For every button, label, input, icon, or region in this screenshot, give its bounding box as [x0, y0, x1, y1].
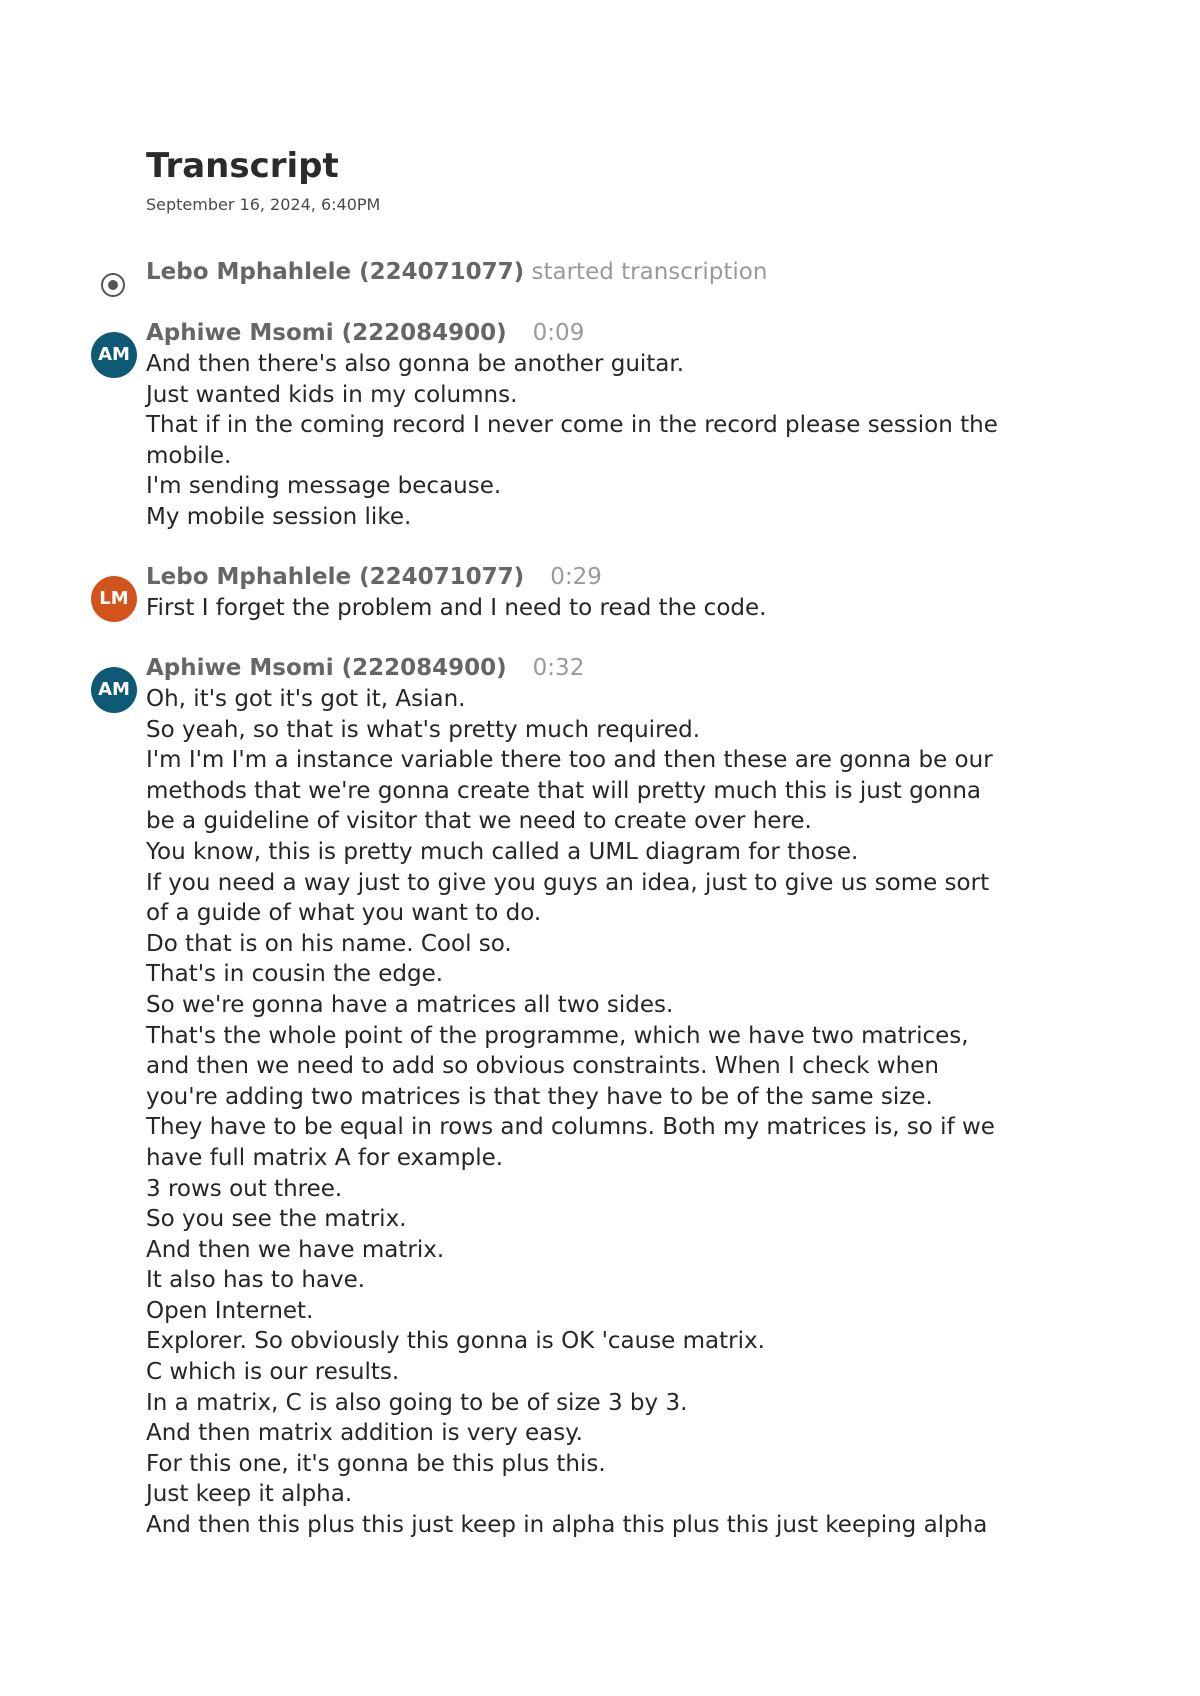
transcript-line: It also has to have.	[146, 1267, 366, 1294]
transcript-line: I'm sending message because.	[146, 473, 502, 500]
transcript-line: For this one, it's gonna be this plus this.	[146, 1450, 606, 1477]
speaker-name: Aphiwe Msomi (222084900)	[146, 320, 507, 346]
transcript-line: So we're gonna have a matrices all two sides.	[146, 991, 674, 1018]
transcript-line: And then there's also gonna be another guitar.	[146, 351, 685, 377]
avatar: LM	[91, 576, 137, 622]
transcript-line: have full matrix A for example.	[146, 1144, 504, 1171]
transcript-line: Oh, it's got it's got it, Asian.	[146, 686, 466, 712]
transcript-line: Open Internet.	[146, 1297, 314, 1324]
entry-lines	[146, 349, 1076, 533]
transcript-line: So you see the matrix.	[146, 1206, 407, 1233]
timestamp: 0:29	[550, 564, 602, 590]
transcript-line: And then we have matrix.	[146, 1236, 445, 1263]
transcript-line: methods that we're gonna create that will pretty much this is just gonna	[146, 777, 982, 804]
transcript-line: Explorer. So obviously this gonna is OK 'cause matrix.	[146, 1328, 765, 1355]
transcript-line: That's the whole point of the programme, which we have two matrices,	[146, 1022, 969, 1049]
transcript-line: And then matrix addition is very easy.	[146, 1420, 583, 1447]
transcript-line: be a guideline of visitor that we need to create over here.	[146, 808, 812, 835]
transcript-line: and then we need to add so obvious constraints. When I check when	[146, 1053, 939, 1080]
transcript-line: I'm I'm I'm a instance variable there too and then these are gonna be our	[146, 747, 993, 774]
transcript-line: And then this plus this just keep in alpha this plus this just keeping alpha	[146, 1512, 988, 1539]
transcript-line: Do that is on his name. Cool so.	[146, 930, 512, 957]
transcript-line: Just wanted kids in my columns.	[146, 381, 518, 408]
avatar: AM	[91, 667, 137, 713]
record-icon	[101, 273, 125, 297]
transcript-line: You know, this is pretty much called a UML diagram for those.	[146, 838, 859, 865]
transcript-line: That if in the coming record I never come in the record please session the	[146, 412, 998, 439]
entry-header	[146, 653, 1076, 684]
transcript-line: If you need a way just to give you guys an idea, just to give us some sort	[146, 869, 990, 896]
entry-header	[146, 318, 1076, 349]
transcript-line: That's in cousin the edge.	[146, 961, 444, 988]
transcript-line: In a matrix, C is also going to be of size 3 by 3.	[146, 1389, 688, 1416]
entry-lines	[146, 684, 1076, 1541]
transcript-line: of a guide of what you want to do.	[146, 900, 542, 927]
transcript-entry	[146, 318, 1076, 533]
transcript-entry	[146, 562, 1076, 624]
transcript-line: They have to be equal in rows and columns. Both my matrices is, so if we	[146, 1114, 995, 1141]
event-speaker: Lebo Mphahlele (224071077)	[146, 259, 525, 285]
transcript-entry	[146, 653, 1076, 1541]
transcript-line: Just keep it alpha.	[146, 1481, 353, 1508]
avatar: AM	[91, 332, 137, 378]
transcript-line: C which is our results.	[146, 1359, 400, 1386]
transcript-line: 3 rows out three.	[146, 1175, 343, 1202]
entry-header	[146, 562, 1076, 593]
transcript-line: you're adding two matrices is that they have to be of the same size.	[146, 1083, 933, 1110]
entry-lines	[146, 593, 1076, 624]
timestamp: 0:32	[532, 655, 585, 681]
event-text: started transcription	[531, 259, 768, 285]
transcript-date: September 16, 2024, 6:40PM	[146, 195, 381, 214]
speaker-name: Aphiwe Msomi (222084900)	[146, 655, 507, 681]
transcript-line: My mobile session like.	[146, 503, 412, 530]
page-title: Transcript	[146, 146, 339, 186]
transcription-started-event	[146, 257, 767, 287]
transcript-line: So yeah, so that is what's pretty much required.	[146, 716, 701, 743]
transcript-line: First I forget the problem and I need to read the code.	[146, 595, 767, 621]
transcript-line: mobile.	[146, 442, 232, 469]
speaker-name: Lebo Mphahlele (224071077)	[146, 564, 525, 590]
timestamp: 0:09	[532, 320, 585, 346]
